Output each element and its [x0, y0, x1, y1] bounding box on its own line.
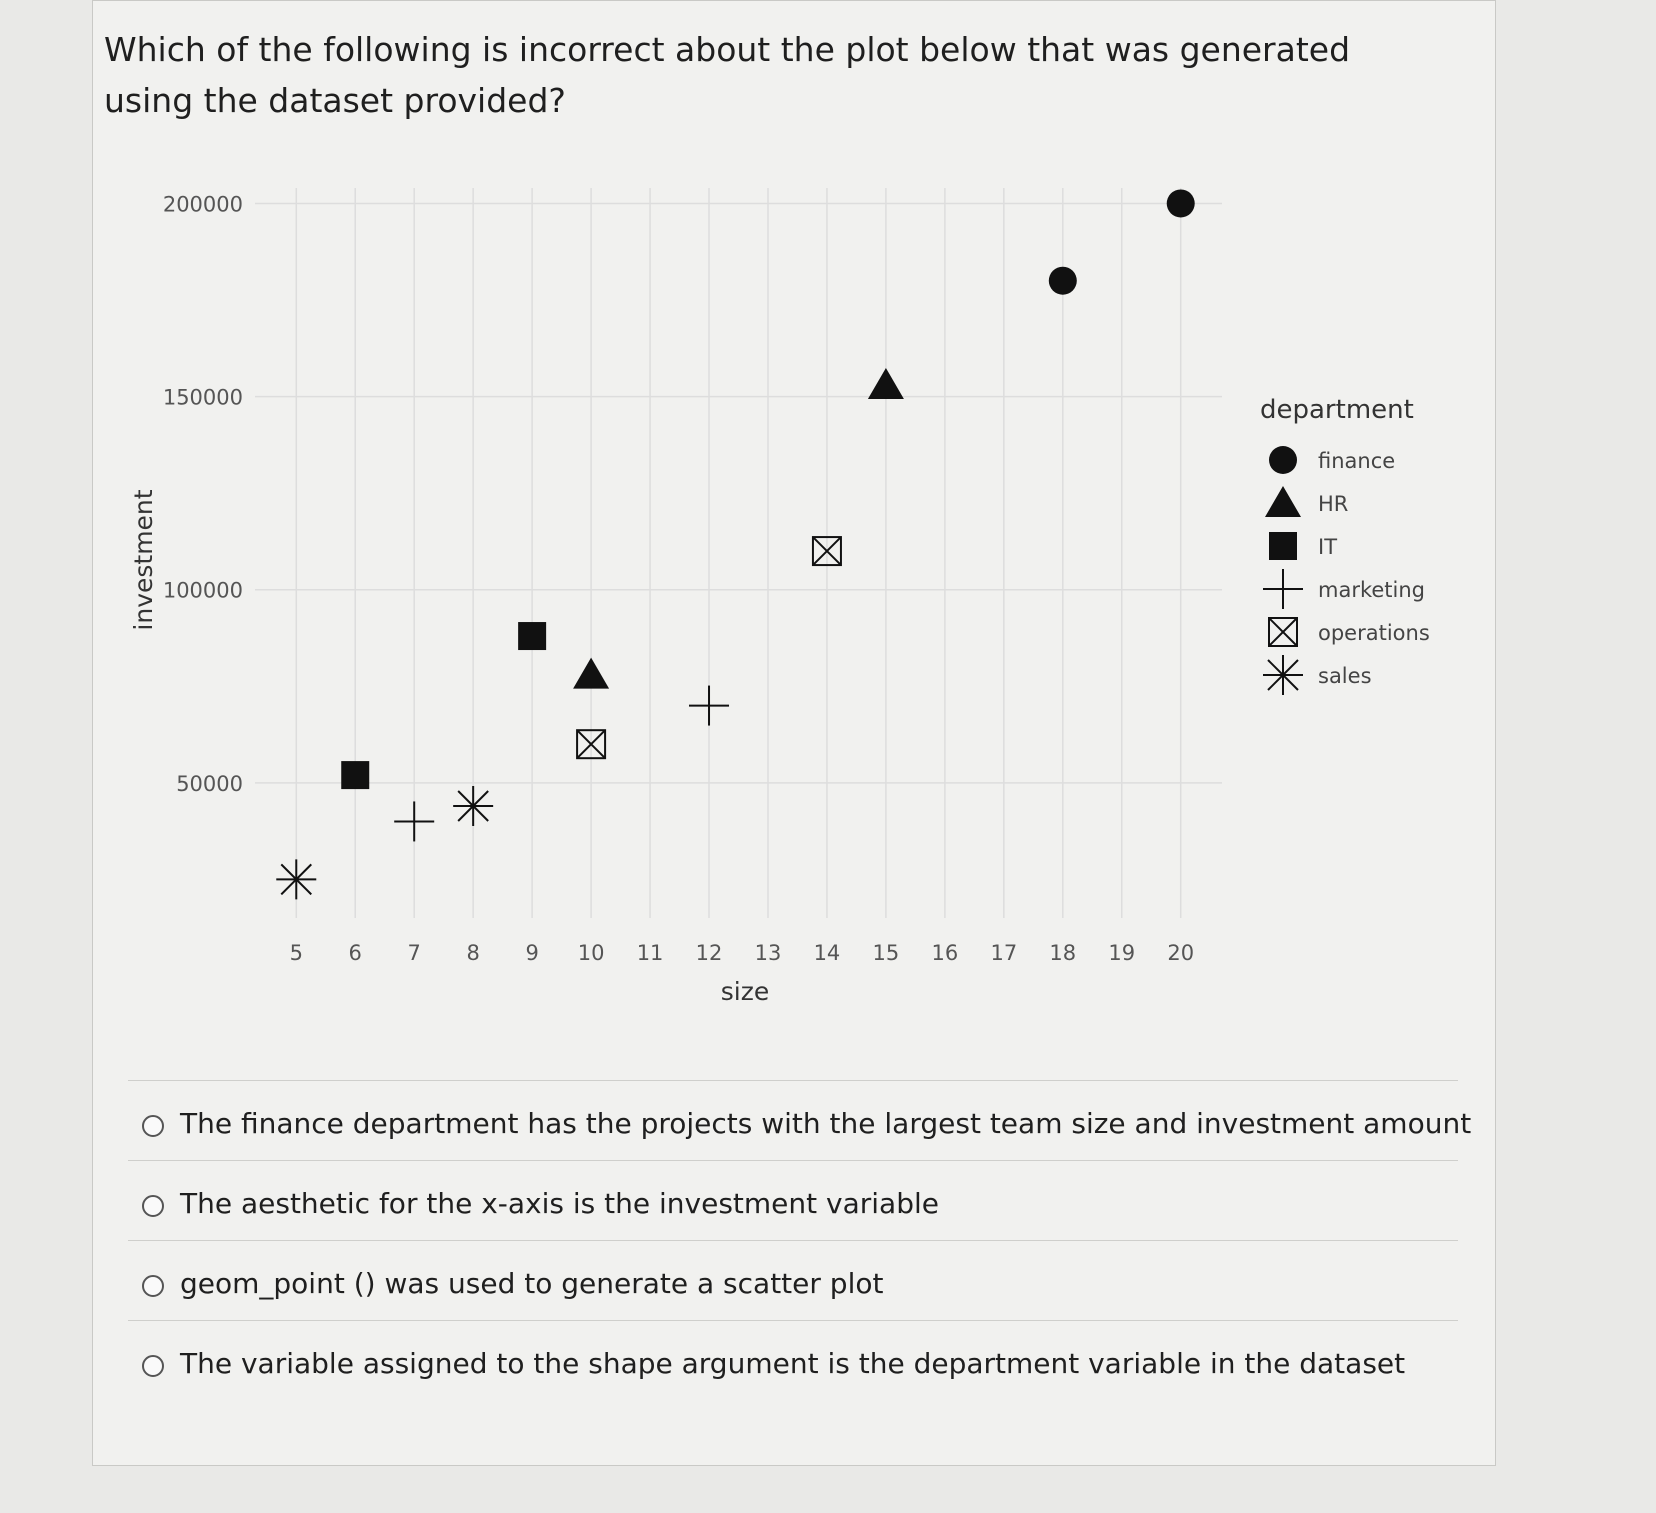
y-tick-label: 200000 [162, 192, 243, 217]
radio-button[interactable] [142, 1195, 164, 1217]
legend-key-sales [1263, 655, 1303, 695]
x-tick-label: 5 [289, 941, 303, 965]
x-tick-label: 9 [525, 941, 539, 965]
plot-grid [255, 188, 1222, 918]
data-point-finance [1049, 267, 1077, 295]
y-axis-label: investment [129, 489, 158, 631]
x-tick-label: 18 [1049, 941, 1077, 965]
answer-option-label: The aesthetic for the x-axis is the investment variable [180, 1187, 939, 1220]
legend-title: department [1260, 395, 1414, 425]
data-point-hr [573, 658, 609, 689]
answer-option-4[interactable] [128, 1320, 1458, 1401]
x-tick-label: 14 [813, 941, 841, 965]
legend-key-it [1269, 532, 1297, 560]
legend-key-operations [1269, 618, 1297, 646]
x-tick-label: 8 [466, 941, 480, 965]
y-tick-label: 150000 [162, 385, 243, 410]
data-point-finance [1167, 189, 1195, 217]
data-point-marketing [394, 801, 434, 841]
legend-label: sales [1318, 664, 1372, 688]
x-tick-label: 16 [931, 941, 959, 965]
answer-option-label: The finance department has the projects with the largest team size and investment amount [180, 1107, 1472, 1140]
x-tick-label: 11 [636, 941, 664, 965]
data-point-it [518, 622, 546, 650]
legend [1260, 395, 1430, 695]
question-text: Which of the following is incorrect about the plot below that was generated using the dataset provided? [104, 30, 1351, 120]
data-point-it [341, 761, 369, 789]
x-tick-label: 19 [1108, 941, 1136, 965]
legend-key-marketing [1263, 569, 1303, 609]
legend-label: marketing [1318, 578, 1425, 602]
y-axis-ticks [163, 192, 243, 795]
answer-option-2[interactable] [128, 1160, 1458, 1241]
x-axis-ticks [290, 941, 1195, 965]
legend-label: HR [1318, 492, 1349, 516]
answer-option-1[interactable] [128, 1080, 1472, 1161]
x-tick-label: 12 [695, 941, 723, 965]
data-point-hr [868, 368, 904, 399]
radio-button[interactable] [142, 1355, 164, 1377]
answer-option-3[interactable] [128, 1240, 1458, 1321]
x-axis-label: size [720, 977, 770, 1006]
x-tick-label: 13 [754, 941, 782, 965]
answer-option-label: The variable assigned to the shape argument is the department variable in the dataset [180, 1347, 1406, 1380]
radio-button[interactable] [142, 1115, 164, 1137]
legend-key-hr [1265, 486, 1301, 517]
legend-label: operations [1318, 621, 1430, 645]
radio-button[interactable] [142, 1275, 164, 1297]
legend-label: IT [1318, 535, 1338, 559]
legend-label: finance [1318, 449, 1396, 473]
data-point-sales [453, 786, 493, 826]
y-tick-label: 100000 [162, 578, 243, 603]
data-point-sales [276, 859, 316, 899]
y-tick-label: 50000 [176, 771, 243, 796]
x-tick-label: 6 [348, 941, 362, 965]
x-tick-label: 7 [407, 941, 421, 965]
legend-key-finance [1269, 446, 1297, 474]
x-tick-label: 17 [990, 941, 1018, 965]
x-tick-label: 20 [1167, 941, 1195, 965]
x-tick-label: 15 [872, 941, 900, 965]
answer-option-label: geom_point () was used to generate a scatter plot [180, 1267, 884, 1300]
data-point-marketing [689, 686, 729, 726]
x-tick-label: 10 [577, 941, 605, 965]
